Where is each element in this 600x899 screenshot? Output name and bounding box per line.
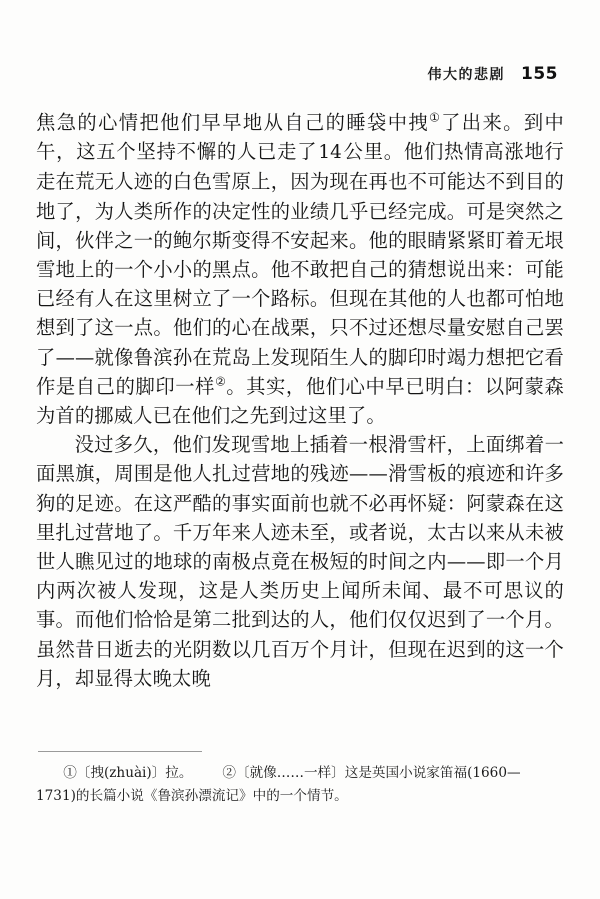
paragraph-1-segment-3: 公里。他们热情高涨地行走在荒无人迹的白色雪原上，因为现在再也不可能达不到目的地了，为人类所作的决定性的业绩几乎已经完成。可是突然之间，伙伴之一的鲍尔斯变得不安起来。他的眼睛紧紧盯着无垠雪地上的一个小小的黑点。他不敢把自己的猜想说出来：可能已经有人在这里树立了一个路标。但现在其他的人也都可怕地想到了这一点。他们的心在战栗，只不过还想尽量安慰自己罢了——就像鲁滨孙在荒岛上发现陌生人的脚印时竭力想把它看作是自己的脚印一样 [36,140,564,398]
paragraph-1-segment-2: 了出来。到中午，这五个坚持不懈的人已走了 [36,111,564,164]
footnote-first-line [36,762,564,785]
footnote-separator-rule [38,751,202,752]
paragraph-1-segment-4: 。其实，他们心中早已明白：以阿蒙森为首的挪威人已在他们之先到过这里了。 [36,374,564,428]
paragraph-1-distance-value: 14 [318,142,342,164]
footnote-reference-2[interactable]: ② [215,374,227,389]
running-header [428,64,559,84]
paragraph-1-segment-1: 焦急的心情把他们早早地从自己的睡袋中拽 [36,111,430,134]
paragraph-2: 没过多久，他们发现雪地上插着一根滑雪杆，上面绑着一面黑旗，周围是他人扎过营地的残迹——滑雪板的痕迹和许多狗的足迹。在这严酷的事实面前也就不必再怀疑：阿蒙森在这里扎过营地了。千万年来人迹未至，或者说，太古以来从未被世人瞧见过的地球的南极点竟在极短的时间之内——即一个月内两次被人发现，这是人类历史上闻所未闻、最不可思议的事。而他们恰恰是第二批到达的人，他们仅仅迟到了一个月。虽然昔日逝去的光阴数以几百万个月计，但现在迟到的这一个月，却显得太晚太晚 [36,433,564,690]
footnote-2-marker: ② [222,765,236,781]
footnote-section [36,762,564,807]
footnote-item-1 [63,765,192,781]
footnote-2-text-line-1: 〔就像……一样〕这是英国小说家笛福(1660— [235,765,521,781]
footnote-1-text: 〔拽(zhuài)〕拉。 [76,765,193,781]
footnote-reference-1[interactable]: ① [429,110,442,125]
page-number: 155 [521,64,558,84]
body-text [36,108,564,693]
header-chapter-title: 伟大的悲剧 [427,67,505,83]
footnote-2-text-line-2: 1731)的长篇小说《鲁滨孙漂流记》中的一个情节。 [36,787,348,804]
paragraph-1 [36,108,564,430]
footnote-1-marker: ① [63,765,77,781]
